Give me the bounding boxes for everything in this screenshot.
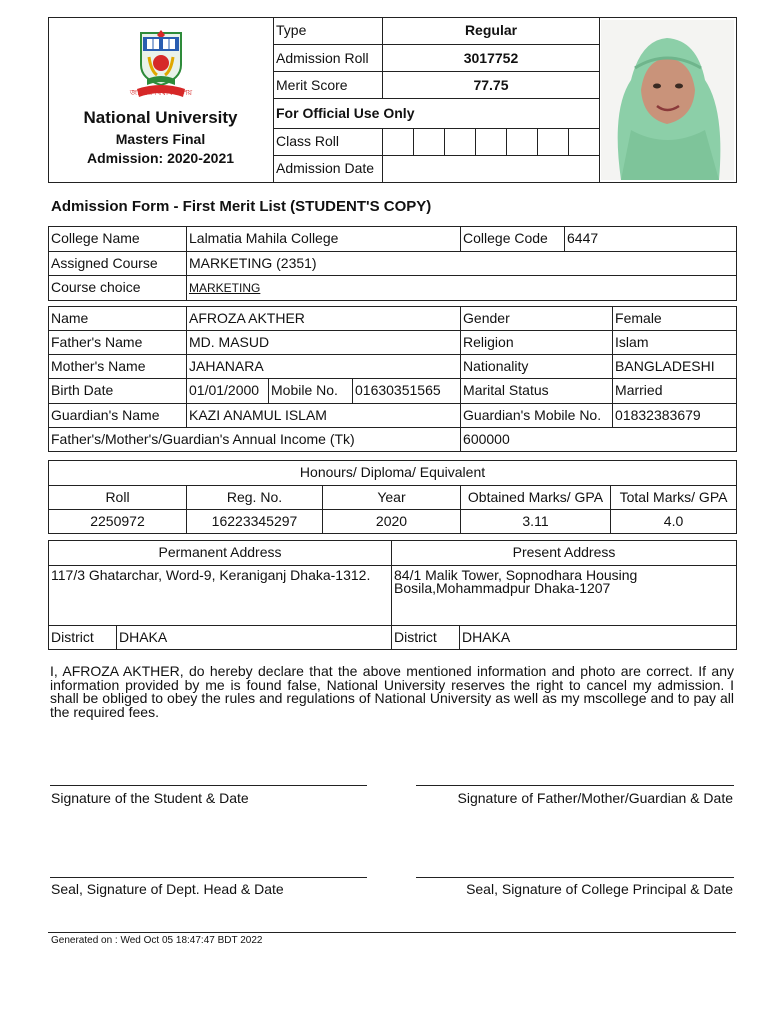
student-signature-label: Signature of the Student & Date [51,790,249,806]
honours-title: Honours/ Diploma/ Equivalent [49,461,737,486]
mobile-value: 01630351565 [353,379,461,404]
birth-date-value: 01/01/2000 [187,379,269,404]
birth-date-label: Birth Date [49,379,187,404]
marital-status-value: Married [613,379,737,404]
annual-income-label: Father's/Mother's/Guardian's Annual Income (Tk) [49,428,461,452]
admission-roll-label: Admission Roll [274,45,383,72]
guardian-name-value: KAZI ANAMUL ISLAM [187,404,461,428]
merit-score-value: 77.75 [383,72,600,99]
merit-score-label: Merit Score [274,72,383,99]
principal-signature-line [416,877,734,878]
present-district-label: District [392,626,460,650]
class-roll-box[interactable] [414,129,445,155]
name-label: Name [49,307,187,331]
marital-status-label: Marital Status [461,379,613,404]
permanent-district-label: District [49,626,117,650]
university-seal-text: জাতীয় বিশ্ববিদ্যালয় [129,88,193,97]
guardian-signature-line [416,785,734,786]
honours-table [48,460,737,534]
honours-obtained-gpa: 3.11 [461,510,611,534]
university-name: National University [83,108,238,127]
mother-name-value: JAHANARA [187,355,461,379]
honours-reg-no: 16223345297 [187,510,323,534]
principal-signature-label: Seal, Signature of College Principal & Date [466,881,733,897]
honours-header-total: Total Marks/ GPA [611,486,737,510]
class-roll-box[interactable] [569,129,599,155]
gender-label: Gender [461,307,613,331]
annual-income-value: 600000 [461,428,737,452]
college-name-label: College Name [49,227,187,252]
university-branding [49,18,274,183]
guardian-mobile-value: 01832383679 [613,404,737,428]
admission-session: Admission: 2020-2021 [86,150,235,166]
assigned-course-label: Assigned Course [49,252,187,276]
student-photo [600,18,737,183]
honours-roll: 2250972 [49,510,187,534]
student-signature-line [50,785,367,786]
admission-date-value[interactable] [383,155,600,182]
mobile-label: Mobile No. [269,379,353,404]
footer-divider [48,932,736,933]
generated-timestamp: Generated on : Wed Oct 05 18:47:47 BDT 2022 [51,935,263,946]
father-name-value: MD. MASUD [187,331,461,355]
student-photo-image [601,20,734,180]
dept-head-signature-label: Seal, Signature of Dept. Head & Date [51,881,284,897]
permanent-district-value: DHAKA [117,626,392,650]
mother-name-label: Mother's Name [49,355,187,379]
name-value: AFROZA AKTHER [187,307,461,331]
permanent-address-value: 117/3 Ghatarchar, Word-9, Keraniganj Dhaka-1312. [49,566,392,626]
program-name: Masters Final [115,131,206,147]
class-roll-boxes[interactable] [383,128,600,155]
student-table [48,306,737,452]
admission-roll-value: 3017752 [383,45,600,72]
header-block [48,17,737,183]
honours-header-obtained: Obtained Marks/ GPA [461,486,611,510]
type-label: Type [274,18,383,45]
declaration-text: I, AFROZA AKTHER, do hereby declare that the above mentioned information and photo are correct. If any information provided by me is found false, National University reserves the right to cancel my admission. I shall be obliged to obey the rules and regulations of National University as well as my mscollege and to pay all the required fees. [50,663,734,720]
dept-head-signature-line [50,877,367,878]
gender-value: Female [613,307,737,331]
admission-date-label: Admission Date [274,155,383,182]
assigned-course-value: MARKETING (2351) [187,252,737,276]
class-roll-box[interactable] [383,129,414,155]
college-table [48,226,737,301]
father-name-label: Father's Name [49,331,187,355]
course-choice-link[interactable]: MARKETING [189,281,261,296]
present-address-value: 84/1 Malik Tower, Sopnodhara Housing Bosila,Mohammadpur Dhaka-1207 [392,566,737,626]
course-choice-label: Course choice [49,276,187,301]
class-roll-box[interactable] [538,129,569,155]
type-value: Regular [383,18,600,45]
nationality-value: BANGLADESHI [613,355,737,379]
college-code-value: 6447 [565,227,737,252]
official-use-label: For Official Use Only [274,99,600,128]
class-roll-box[interactable] [507,129,538,155]
honours-header-year: Year [323,486,461,510]
college-code-label: College Code [461,227,565,252]
religion-label: Religion [461,331,613,355]
religion-value: Islam [613,331,737,355]
honours-header-reg-no: Reg. No. [187,486,323,510]
honours-header-roll: Roll [49,486,187,510]
present-address-label: Present Address [392,541,737,566]
present-district-value: DHAKA [460,626,737,650]
guardian-name-label: Guardian's Name [49,404,187,428]
nationality-label: Nationality [461,355,613,379]
address-table [48,540,737,650]
class-roll-box[interactable] [445,129,476,155]
class-roll-label: Class Roll [274,128,383,155]
course-choice-value [187,276,737,301]
honours-year: 2020 [323,510,461,534]
college-name-value: Lalmatia Mahila College [187,227,461,252]
guardian-mobile-label: Guardian's Mobile No. [461,404,613,428]
guardian-signature-label: Signature of Father/Mother/Guardian & Date [457,790,733,806]
form-title: Admission Form - First Merit List (STUDENT'S COPY) [51,198,432,215]
permanent-address-label: Permanent Address [49,541,392,566]
honours-total-gpa: 4.0 [611,510,737,534]
class-roll-box[interactable] [476,129,507,155]
